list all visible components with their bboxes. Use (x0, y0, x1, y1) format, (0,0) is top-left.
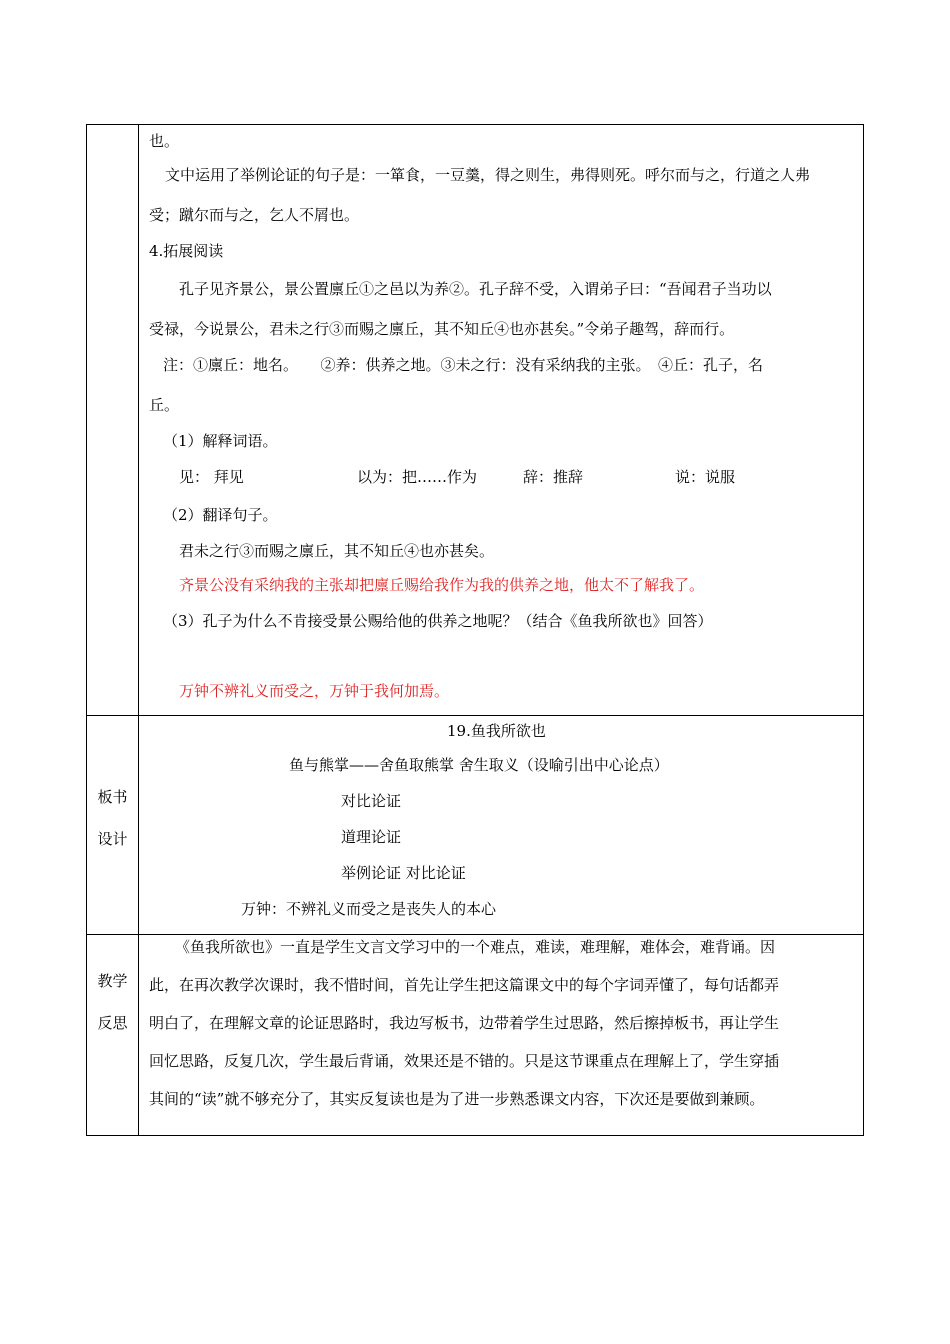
text-line: 文中运用了举例论证的句子是：一箪食，一豆羹，得之则生，弗得则死。呼尔而与之，行道之人弗 (165, 166, 811, 184)
word-answer-1: 见： 拜见 (179, 468, 244, 486)
sentence-to-translate: 君未之行③而赐之廪丘，其不知丘④也亦甚矣。 (179, 542, 495, 560)
board-line: 道理论证 (341, 828, 402, 846)
passage-line: 受禄，今说景公，君未之行③而赐之廪丘，其不知丘④也亦甚矣。”令弟子趣驾，辞而行。 (149, 320, 735, 338)
reflection-label-line-2: 反思 (97, 1014, 128, 1032)
board-line: 万钟：不辨礼义而受之是丧失人的本心 (241, 900, 497, 918)
reflection-line: 《鱼我所欲也》一直是学生文言文学习中的一个难点，难读，难理解，难体会，难背诵。因 (175, 938, 776, 956)
question-1: （1）解释词语。 (163, 432, 278, 450)
passage-line: 孔子见齐景公，景公置廪丘①之邑以为养②。孔子辞不受，入谓弟子曰：“吾闻君子当功以 (179, 280, 772, 298)
board-line: 举例论证 对比论证 (341, 864, 466, 882)
reflection-line: 回忆思路，反复几次，学生最后背诵，效果还是不错的。只是这节课重点在理解上了，学生穿插 (149, 1052, 780, 1070)
word-answer-4: 说：说服 (675, 468, 736, 486)
reflection-label-line-1: 教学 (97, 972, 128, 990)
subheading: 4.拓展阅读 (149, 242, 224, 260)
row-divider-1 (87, 715, 863, 716)
board-title: 19.鱼我所欲也 (447, 722, 546, 740)
reflection-line: 此，在再次教学次课时，我不惜时间，首先让学生把这篇课文中的每个字词弄懂了，每句话都弄 (149, 976, 780, 994)
text-line: 也。 (149, 132, 180, 150)
board-line: 对比论证 (341, 792, 402, 810)
board-label-line-1: 板书 (97, 788, 128, 806)
text-line: 受；蹴尔而与之，乞人不屑也。 (149, 206, 360, 224)
question-2: （2）翻译句子。 (163, 506, 278, 524)
row-divider-2 (87, 934, 863, 935)
translation-answer: 齐景公没有采纳我的主张却把廪丘赐给我作为我的供养之地，他太不了解我了。 (179, 576, 705, 594)
note-line: 丘。 (149, 396, 180, 414)
reflection-line: 其间的“读”就不够充分了，其实反复读也是为了进一步熟悉课文内容，下次还是要做到兼顾。 (149, 1090, 765, 1108)
column-divider (138, 125, 139, 1135)
note-line: 注：①廪丘：地名。 ②养：供养之地。③未之行：没有采纳我的主张。 ④丘：孔子，名 (163, 356, 764, 374)
word-answer-2: 以为：把……作为 (357, 468, 478, 486)
word-answer-3: 辞：推辞 (523, 468, 584, 486)
question-3: （3）孔子为什么不肯接受景公赐给他的供养之地呢？（结合《鱼我所欲也》回答） (163, 612, 713, 630)
board-label-line-2: 设计 (97, 830, 128, 848)
lesson-table (86, 124, 864, 1136)
board-line: 鱼与熊掌——舍鱼取熊掌 舍生取义（设喻引出中心论点） (289, 756, 669, 774)
question-3-answer: 万钟不辨礼义而受之，万钟于我何加焉。 (179, 682, 450, 700)
reflection-line: 明白了，在理解文章的论证思路时，我边写板书，边带着学生过思路，然后擦掉板书，再让学生 (149, 1014, 780, 1032)
